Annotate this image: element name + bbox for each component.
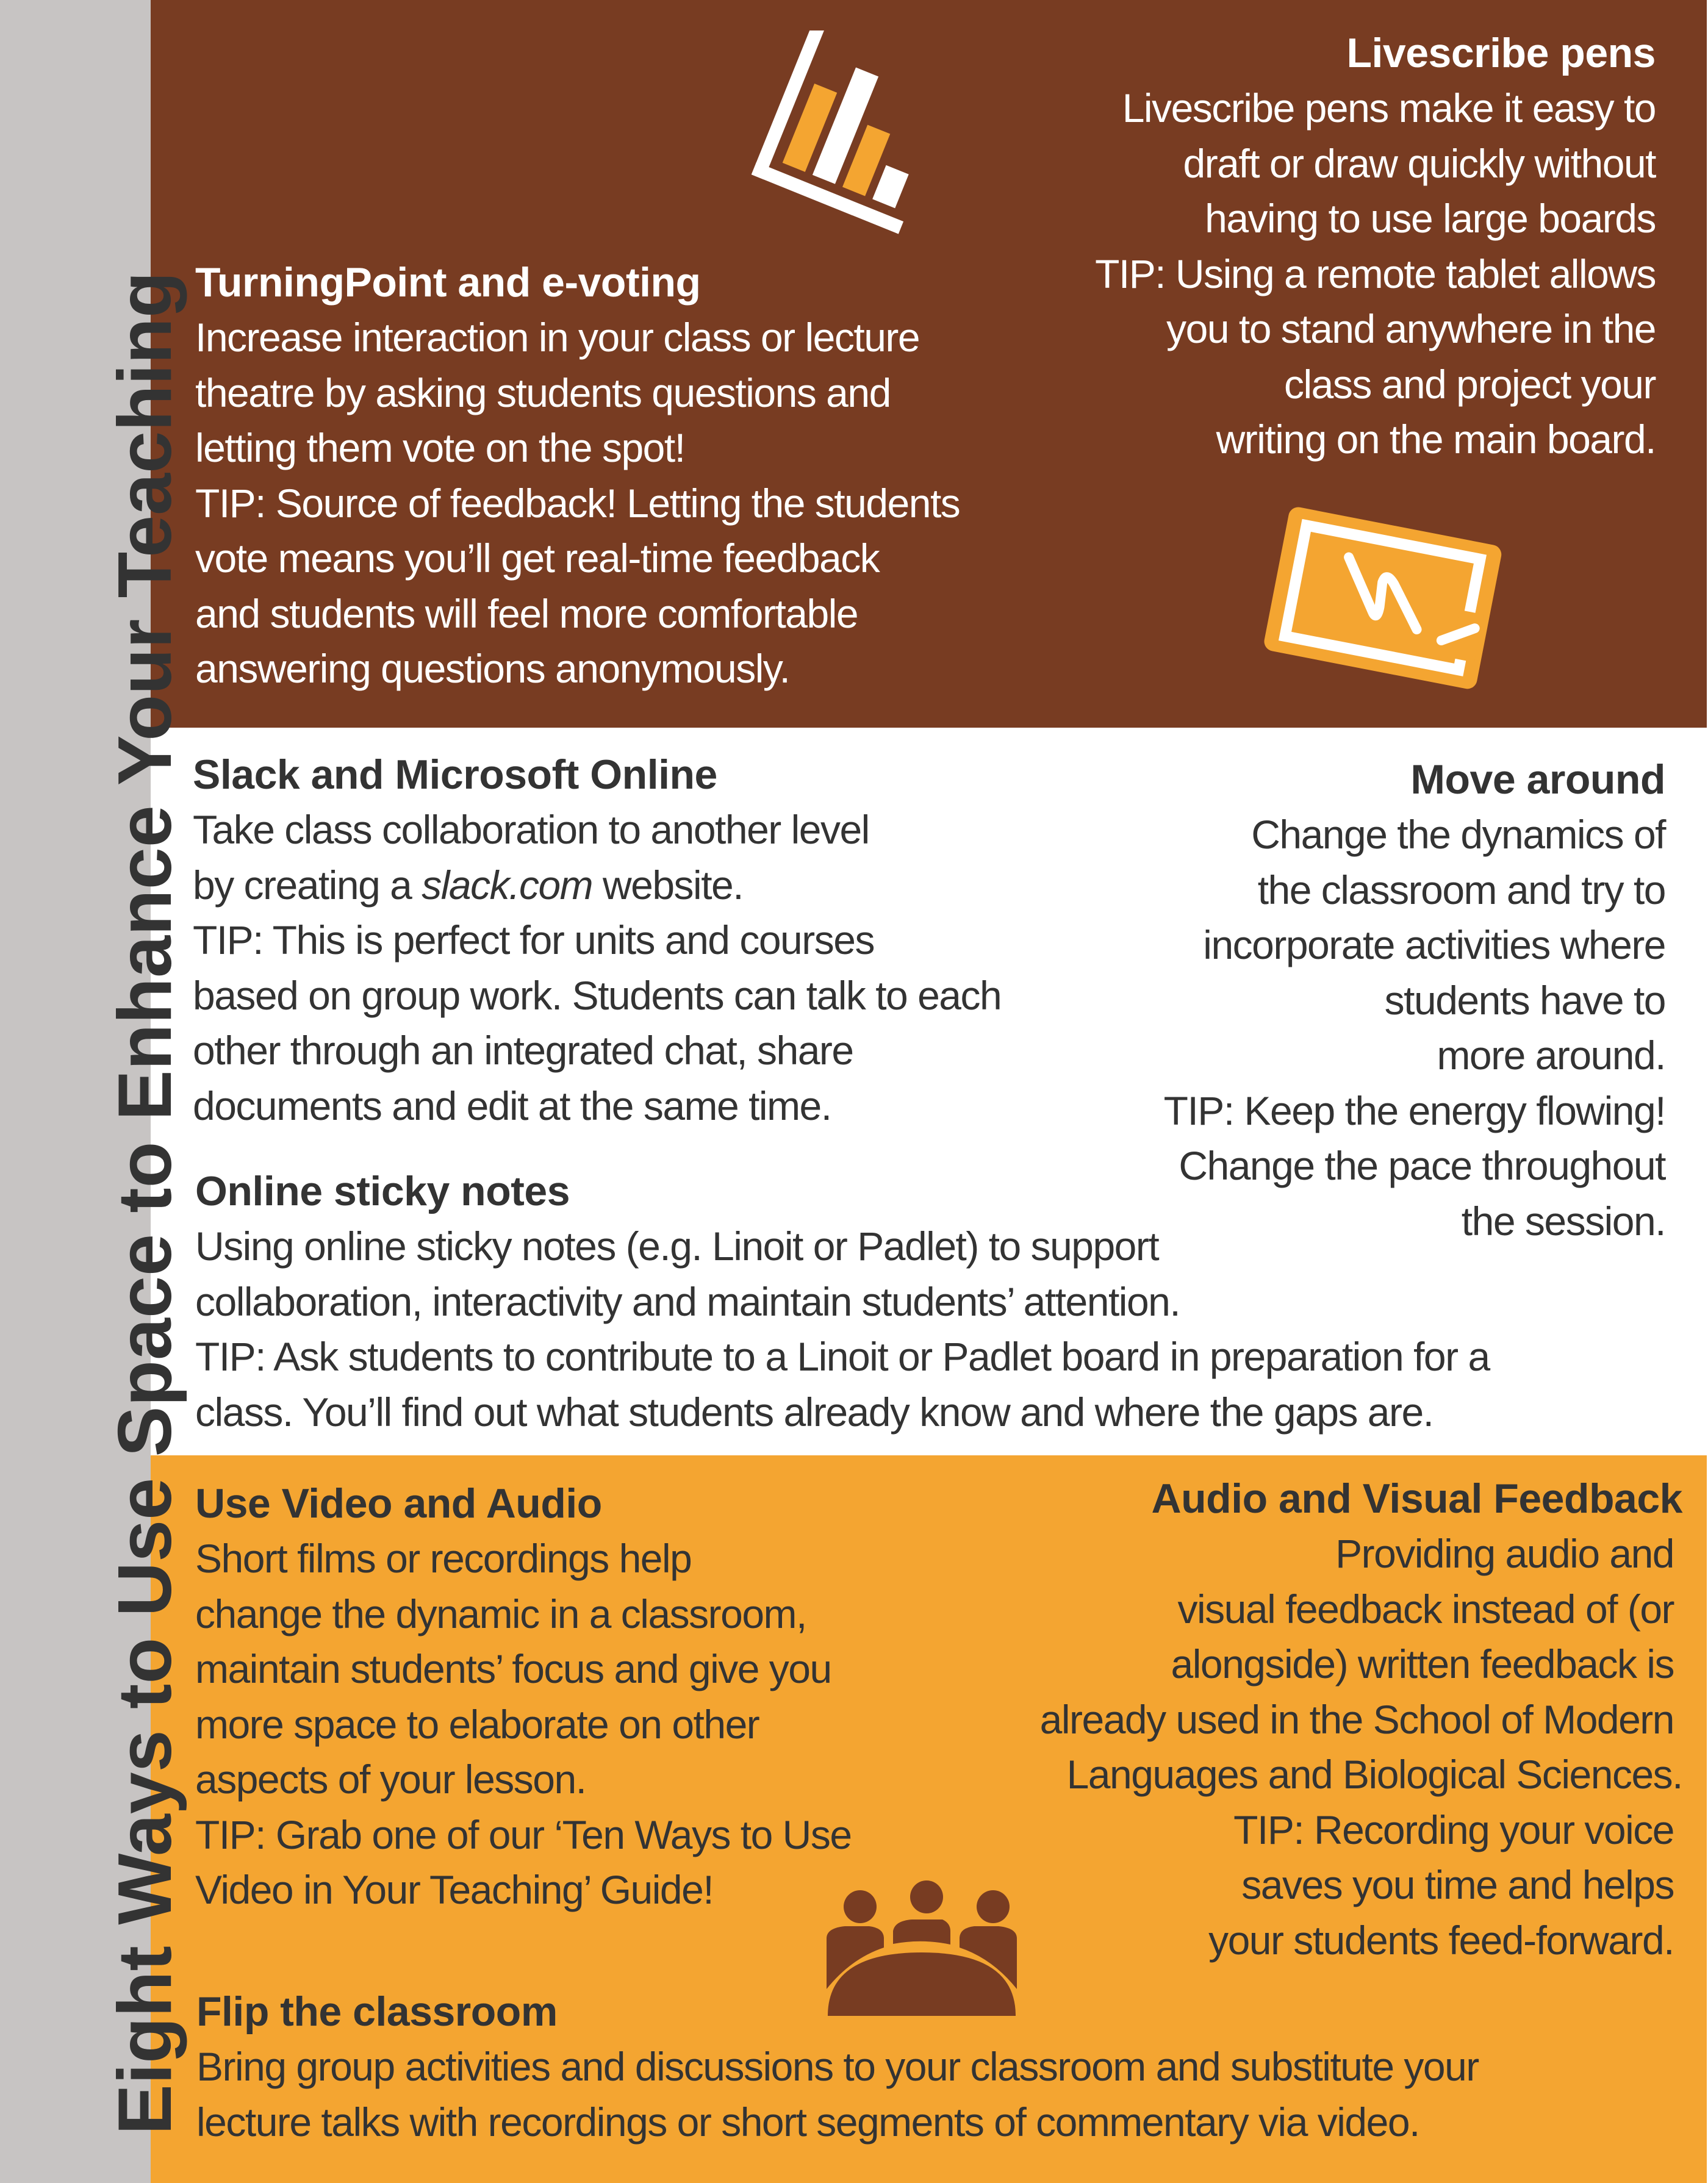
- body-line: alongside) written feedback is: [1171, 1641, 1674, 1687]
- body-line: incorporate activities where: [1203, 922, 1665, 967]
- body-line: documents and edit at the same time.: [193, 1083, 831, 1128]
- body-line: already used in the School of Modern: [1039, 1696, 1674, 1742]
- section-video-audio: [195, 1476, 852, 1918]
- tip-line: TIP: Recording your voice: [1233, 1807, 1674, 1852]
- section-heading: Audio and Visual Feedback: [1151, 1475, 1682, 1522]
- body-line: Take class collaboration to another level: [193, 807, 869, 852]
- body-line: Change the pace throughout: [1179, 1143, 1665, 1188]
- bar-chart-icon: [747, 30, 930, 238]
- tip-line: TIP: Source of feedback! Letting the students: [195, 480, 960, 526]
- body-line: more around.: [1437, 1033, 1665, 1078]
- body-line: answering questions anonymously.: [195, 646, 790, 691]
- body-line: and students will feel more comfortable: [195, 590, 858, 636]
- body-line: aspects of your lesson.: [195, 1757, 586, 1802]
- section-heading: Livescribe pens: [1346, 30, 1656, 76]
- section-body: [195, 310, 960, 697]
- body-line: Using online sticky notes (e.g. Linoit or Padlet) to support: [195, 1224, 1159, 1269]
- body-line: draft or draw quickly without: [1183, 140, 1656, 186]
- text-fragment: website.: [592, 862, 744, 908]
- tip-line: TIP: Ask students to contribute to a Linoit or Padlet board in preparation for a: [195, 1334, 1490, 1379]
- slack-link-text: slack.com: [422, 862, 593, 908]
- body-line: Providing audio and: [1335, 1531, 1674, 1576]
- tip-line: TIP: Using a remote tablet allows: [1095, 251, 1656, 296]
- section-body: [196, 2039, 1479, 2149]
- section-livescribe: [1095, 26, 1656, 467]
- text-fragment: by creating a: [193, 862, 422, 908]
- body-line: you to stand anywhere in the: [1166, 306, 1656, 351]
- section-heading: Move around: [1410, 756, 1665, 803]
- section-heading: TurningPoint and e-voting: [195, 259, 701, 306]
- section-body: [195, 1219, 1490, 1439]
- drawing-tablet-icon: [1250, 491, 1513, 701]
- body-line: Livescribe pens make it easy to: [1122, 85, 1656, 131]
- body-line: Increase interaction in your class or lecture: [195, 315, 920, 360]
- page-title: Eight Ways to Use Space to Enhance Your Teaching: [103, 271, 187, 2135]
- body-line: more space to elaborate on other: [195, 1701, 759, 1747]
- tip-line: TIP: Keep the energy flowing!: [1163, 1088, 1665, 1133]
- section-slack: [193, 747, 1001, 1133]
- body-line: maintain students’ focus and give you: [195, 1646, 831, 1691]
- body-line: [193, 858, 1001, 913]
- section-sticky-notes: [195, 1164, 1490, 1439]
- body-line: letting them vote on the spot!: [195, 425, 685, 470]
- section-heading: Online sticky notes: [195, 1168, 570, 1214]
- section-body: [195, 1531, 852, 1918]
- body-line: the session.: [1461, 1198, 1665, 1244]
- body-line: visual feedback instead of (or: [1177, 1586, 1674, 1632]
- section-av-feedback: [1040, 1471, 1682, 1968]
- body-line: other through an integrated chat, share: [193, 1028, 853, 1073]
- body-line: the classroom and try to: [1257, 867, 1665, 912]
- body-line: lecture talks with recordings or short segments of commentary via video.: [196, 2099, 1419, 2145]
- body-line: vote means you’ll get real-time feedback: [195, 536, 880, 581]
- body-line: writing on the main board.: [1216, 417, 1656, 462]
- section-flip-classroom: [196, 1984, 1479, 2149]
- section-turningpoint: [195, 255, 960, 697]
- body-line: having to use large boards: [1205, 196, 1656, 241]
- section-heading: Flip the classroom: [196, 1988, 558, 2035]
- body-line: Bring group activities and discussions to your classroom and substitute your: [196, 2044, 1479, 2089]
- body-line: theatre by asking students questions and: [195, 370, 891, 415]
- section-heading: Use Video and Audio: [195, 1480, 602, 1527]
- body-line: Change the dynamics of: [1251, 812, 1665, 857]
- section-heading: Slack and Microsoft Online: [193, 751, 717, 798]
- body-line: your students feed-forward.: [1208, 1917, 1674, 1963]
- tip-line: TIP: This is perfect for units and courses: [193, 917, 874, 962]
- body-line: class. You’ll find out what students already know and where the gaps are.: [195, 1389, 1434, 1435]
- section-body: [1040, 1526, 1682, 1968]
- body-line: students have to: [1384, 977, 1665, 1023]
- body-line: based on group work. Students can talk to each: [193, 972, 1002, 1018]
- section-body: [1095, 81, 1656, 467]
- body-line: change the dynamic in a classroom,: [195, 1591, 806, 1636]
- tip-line: TIP: Grab one of our ‘Ten Ways to Use: [195, 1812, 852, 1857]
- section-body: [193, 802, 1001, 1133]
- body-line: class and project your: [1284, 361, 1656, 407]
- body-line: Video in Your Teaching’ Guide!: [195, 1867, 714, 1912]
- body-line: saves you time and helps: [1241, 1862, 1674, 1907]
- body-line: Short films or recordings help: [195, 1536, 692, 1581]
- body-line: collaboration, interactivity and maintain students’ attention.: [195, 1278, 1180, 1324]
- body-line: Languages and Biological Sciences.: [1066, 1752, 1682, 1797]
